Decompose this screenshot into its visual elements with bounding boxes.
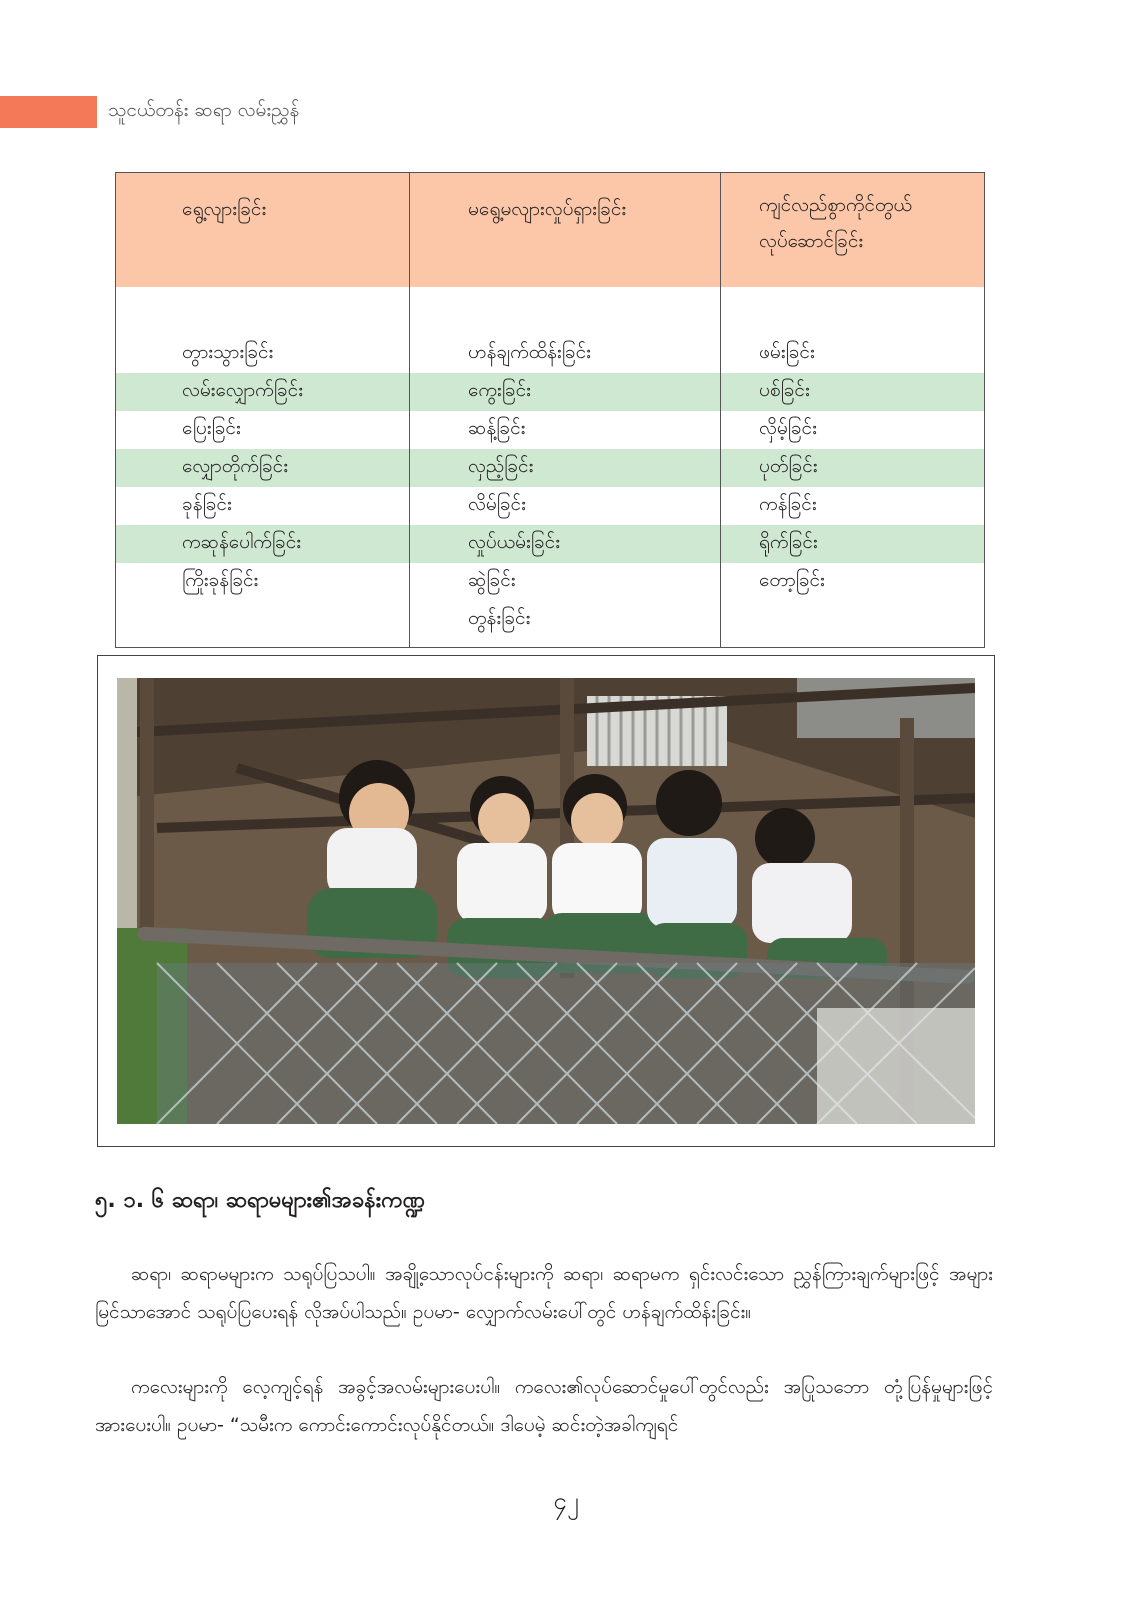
table-header-text: ကျင်လည်စွာကိုင်တွယ် လုပ်ဆောင်ခြင်း — [759, 194, 912, 252]
table-row — [116, 601, 985, 639]
table-cell: ပစ်ခြင်း — [721, 373, 985, 411]
table-header-row — [116, 173, 985, 288]
table-row — [116, 411, 985, 449]
table-cell: ဆွဲခြင်း — [410, 563, 721, 601]
table-cell: တော့ခြင်း — [721, 563, 985, 601]
table-cell: တွားသွားခြင်း — [116, 335, 410, 373]
movement-skills-table — [115, 172, 985, 648]
table-spacer-row — [116, 287, 985, 335]
children-climbing-photo — [117, 678, 975, 1124]
table-cell — [116, 601, 410, 639]
table-cell: ကန်ခြင်း — [721, 487, 985, 525]
table-cell: ပုတ်ခြင်း — [721, 449, 985, 487]
table-row — [116, 487, 985, 525]
table-cell: လမ်းလျှောက်ခြင်း — [116, 373, 410, 411]
page-number: ၄၂ — [553, 1487, 579, 1515]
photo-frame — [97, 655, 995, 1147]
table-cell: လှိမ့်ခြင်း — [721, 411, 985, 449]
body-paragraph: ကလေးများကို လေ့ကျင့်ရန် အခွင့်အလမ်းများပေးပါ။ ကလေး၏လုပ်ဆောင်မှုပေါ်တွင်လည်း အပြုသဘော တုံ့ပြန်မှုများဖြင့် အားပေးပါ။ ဥပမာ- “သမီးက ကောင်းကောင်းလုပ်နိုင်တယ်။ ဒါပေမဲ့ ဆင်းတဲ့အခါကျရင် — [95, 1376, 993, 1436]
body-paragraph: ဆရာ၊ ဆရာမများက သရုပ်ပြသပါ။ အချို့သောလုပ်ငန်းများကို ဆရာ၊ ဆရာမက ရှင်းလင်းသော ညွှန်ကြားချက်များဖြင့် အများမြင်သာအောင် သရုပ်ပြပေးရန် လိုအပ်ပါသည်။ ဥပမာ- လျှောက်လမ်းပေါ်တွင် ဟန်ချက်ထိန်းခြင်း။ — [95, 1263, 993, 1323]
table-end-row — [116, 639, 985, 648]
table-cell: ဟန်ချက်ထိန်းခြင်း — [410, 335, 721, 373]
table-cell: လှည့်ခြင်း — [410, 449, 721, 487]
table-cell: ကဆုန်ပေါက်ခြင်း — [116, 525, 410, 563]
table-header-cell — [721, 173, 985, 288]
table-cell: ကြိုးခုန်ခြင်း — [116, 563, 410, 601]
running-title: သူငယ်တန်း ဆရာ လမ်းညွှန် — [108, 99, 300, 121]
table-cell: ခုန်ခြင်း — [116, 487, 410, 525]
table-row — [116, 373, 985, 411]
table-cell: ကွေးခြင်း — [410, 373, 721, 411]
section-heading: ၅. ၁. ၆ ဆရာ၊ ဆရာမများ၏အခန်းကဏ္ဍ — [95, 1188, 425, 1213]
table-row — [116, 449, 985, 487]
table-cell: ဆန့်ခြင်း — [410, 411, 721, 449]
table-row — [116, 525, 985, 563]
table-cell: လှုပ်ယမ်းခြင်း — [410, 525, 721, 563]
table-header-cell: မရွေ့မလျားလှုပ်ရှားခြင်း — [410, 173, 721, 288]
table-cell: ပြေးခြင်း — [116, 411, 410, 449]
table-header-cell: ရွေ့လျားခြင်း — [116, 173, 410, 288]
table-row — [116, 335, 985, 373]
table-cell — [721, 601, 985, 639]
table-cell: တွန်းခြင်း — [410, 601, 721, 639]
table-cell: ရိုက်ခြင်း — [721, 525, 985, 563]
table-cell: လိမ်ခြင်း — [410, 487, 721, 525]
table-cell: ဖမ်းခြင်း — [721, 335, 985, 373]
header-accent-bar — [0, 96, 97, 128]
table-row — [116, 563, 985, 601]
table-cell: လျှောတိုက်ခြင်း — [116, 449, 410, 487]
